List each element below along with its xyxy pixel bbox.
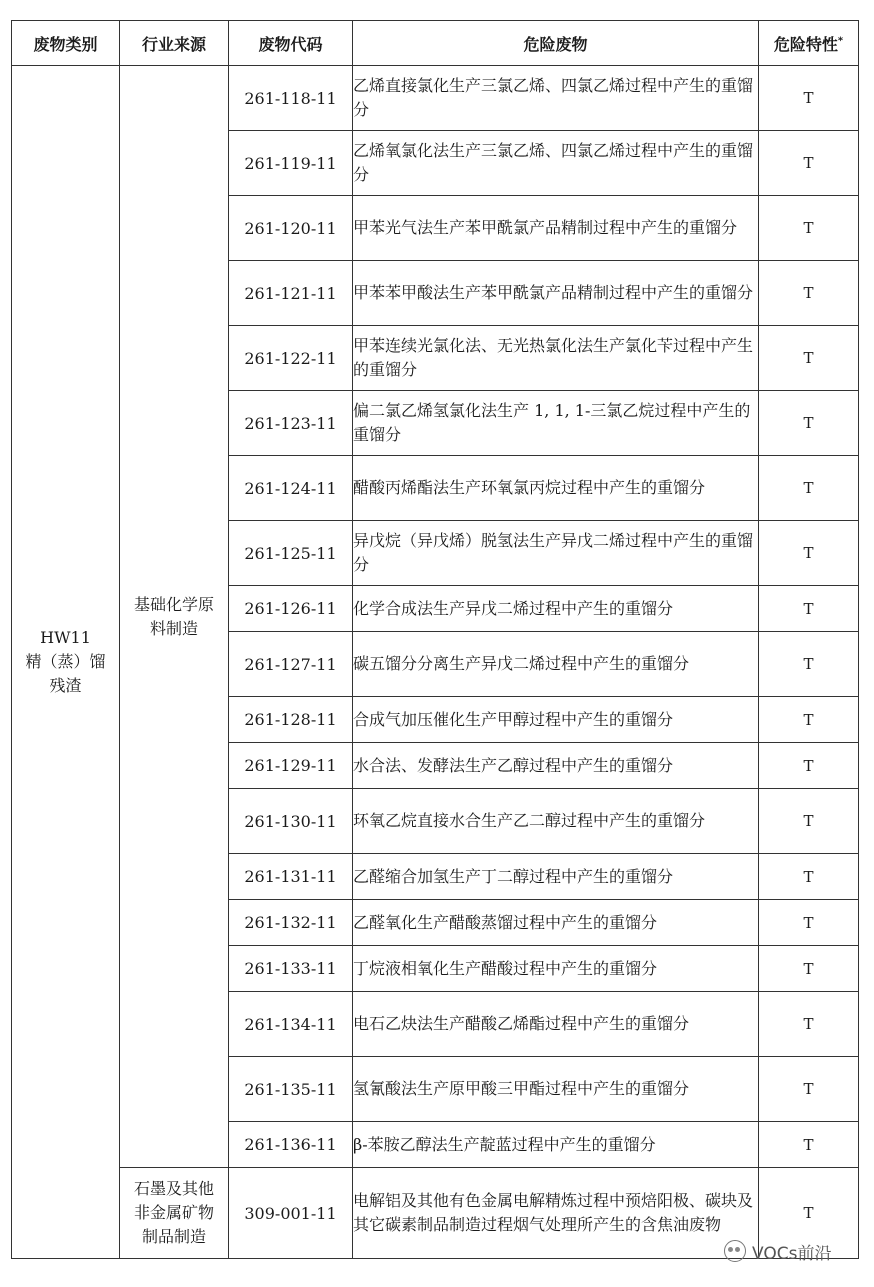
waste-code: 261-133-11 — [229, 946, 353, 992]
hazard-characteristic: T — [759, 391, 859, 456]
category-cell — [12, 66, 120, 1259]
source-basic-chemical — [120, 66, 229, 1168]
waste-code: 261-131-11 — [229, 854, 353, 900]
hazard-characteristic: T — [759, 196, 859, 261]
hazard-characteristic: T — [759, 946, 859, 992]
waste-description: 异戊烷（异戊烯）脱氢法生产异戊二烯过程中产生的重馏分 — [353, 521, 759, 586]
source-graphite-line3: 制品制造 — [141, 1227, 206, 1246]
waste-code: 261-119-11 — [229, 131, 353, 196]
hazard-characteristic: T — [759, 992, 859, 1057]
waste-code: 261-118-11 — [229, 66, 353, 131]
waste-description: 氢氰酸法生产原甲酸三甲酯过程中产生的重馏分 — [353, 1057, 759, 1122]
hazard-characteristic: T — [759, 1168, 859, 1259]
wechat-icon — [724, 1240, 746, 1262]
header-row — [12, 21, 859, 66]
waste-description: 环氧乙烷直接水合生产乙二醇过程中产生的重馏分 — [353, 789, 759, 854]
hazard-characteristic: T — [759, 697, 859, 743]
source-basic-line1: 基础化学原 — [133, 594, 214, 614]
table-row — [12, 66, 859, 131]
hazard-characteristic: T — [759, 1122, 859, 1168]
category-name-line2: 残渣 — [49, 676, 82, 695]
waste-description: 偏二氯乙烯氢氯化法生产 1, 1, 1-三氯乙烷过程中产生的重馏分 — [353, 391, 759, 456]
hazard-characteristic: T — [759, 66, 859, 131]
waste-code: 261-129-11 — [229, 743, 353, 789]
header-characteristic — [759, 21, 859, 66]
waste-code: 261-121-11 — [229, 261, 353, 326]
waste-code: 261-136-11 — [229, 1122, 353, 1168]
waste-code: 261-122-11 — [229, 326, 353, 391]
waste-description: 合成气加压催化生产甲醇过程中产生的重馏分 — [353, 697, 759, 743]
source-graphite-line2: 非金属矿物 — [133, 1203, 214, 1222]
waste-code: 261-128-11 — [229, 697, 353, 743]
watermark — [724, 1236, 870, 1266]
hazard-characteristic: T — [759, 326, 859, 391]
hazard-characteristic: T — [759, 131, 859, 196]
hazard-characteristic: T — [759, 743, 859, 789]
waste-description: 甲苯光气法生产苯甲酰氯产品精制过程中产生的重馏分 — [353, 196, 759, 261]
waste-code: 261-127-11 — [229, 632, 353, 697]
waste-description: 碳五馏分分离生产异戊二烯过程中产生的重馏分 — [353, 632, 759, 697]
waste-description: 甲苯连续光氯化法、无光热氯化法生产氯化苄过程中产生的重馏分 — [353, 326, 759, 391]
category-name-line1: 精（蒸）馏 — [25, 652, 106, 671]
source-basic-line2: 料制造 — [149, 618, 198, 638]
hazard-characteristic: T — [759, 1057, 859, 1122]
footnote-mark: * — [837, 35, 844, 47]
waste-description: 乙烯氧氯化法生产三氯乙烯、四氯乙烯过程中产生的重馏分 — [353, 131, 759, 196]
hazard-characteristic: T — [759, 789, 859, 854]
waste-description: 乙醛氧化生产醋酸蒸馏过程中产生的重馏分 — [353, 900, 759, 946]
waste-code: 261-135-11 — [229, 1057, 353, 1122]
hazard-characteristic: T — [759, 900, 859, 946]
waste-code: 261-125-11 — [229, 521, 353, 586]
waste-description: 电解铝及其他有色金属电解精炼过程中预焙阳极、碳块及其它碳素制品制造过程烟气处理所产生的含焦油废物 — [353, 1168, 759, 1259]
waste-description: 醋酸丙烯酯法生产环氧氯丙烷过程中产生的重馏分 — [353, 456, 759, 521]
waste-description: 水合法、发酵法生产乙醇过程中产生的重馏分 — [353, 743, 759, 789]
hazard-characteristic: T — [759, 586, 859, 632]
waste-description: 化学合成法生产异戊二烯过程中产生的重馏分 — [353, 586, 759, 632]
header-waste: 危险废物 — [353, 21, 759, 66]
source-graphite-line1: 石墨及其他 — [133, 1179, 214, 1198]
waste-code: 261-130-11 — [229, 789, 353, 854]
hazard-characteristic: T — [759, 456, 859, 521]
hazard-characteristic: T — [759, 632, 859, 697]
header-code: 废物代码 — [229, 21, 353, 66]
waste-description: 乙烯直接氯化生产三氯乙烯、四氯乙烯过程中产生的重馏分 — [353, 66, 759, 131]
waste-code: 261-132-11 — [229, 900, 353, 946]
hazard-characteristic: T — [759, 521, 859, 586]
waste-description: 电石乙炔法生产醋酸乙烯酯过程中产生的重馏分 — [353, 992, 759, 1057]
hazard-characteristic: T — [759, 854, 859, 900]
header-characteristic-label: 危险特性 — [773, 34, 838, 54]
waste-description: β-苯胺乙醇法生产靛蓝过程中产生的重馏分 — [353, 1122, 759, 1168]
watermark-text: VOCs前沿 — [752, 1243, 832, 1264]
waste-description: 甲苯苯甲酸法生产苯甲酰氯产品精制过程中产生的重馏分 — [353, 261, 759, 326]
waste-description: 丁烷液相氧化生产醋酸过程中产生的重馏分 — [353, 946, 759, 992]
category-code: HW11 — [40, 628, 91, 647]
waste-code: 261-120-11 — [229, 196, 353, 261]
header-source: 行业来源 — [120, 21, 229, 66]
waste-code: 309-001-11 — [229, 1168, 353, 1259]
waste-code: 261-123-11 — [229, 391, 353, 456]
waste-code: 261-124-11 — [229, 456, 353, 521]
waste-code: 261-134-11 — [229, 992, 353, 1057]
waste-description: 乙醛缩合加氢生产丁二醇过程中产生的重馏分 — [353, 854, 759, 900]
hazard-characteristic: T — [759, 261, 859, 326]
hazardous-waste-table — [11, 20, 859, 1259]
waste-code: 261-126-11 — [229, 586, 353, 632]
header-category: 废物类别 — [12, 21, 120, 66]
source-graphite — [120, 1168, 229, 1259]
